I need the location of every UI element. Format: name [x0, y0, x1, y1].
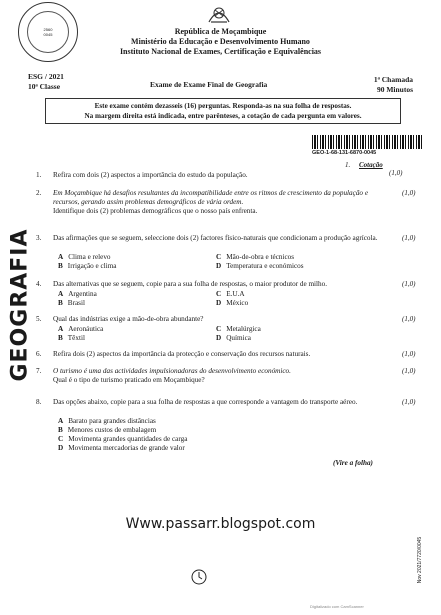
instructions-line-1: Este exame contém dezasseis (16) perguntas. Responda-as na sua folha de respostas.: [94, 102, 352, 110]
q5-option: [58, 325, 103, 333]
q7-number: 7.: [36, 367, 42, 375]
seal-code-top: 2560: [43, 27, 53, 32]
option-letter: D: [216, 334, 222, 342]
q8-option: [58, 417, 156, 425]
q5-score: (1,0): [402, 315, 416, 323]
q6-score: (1,0): [402, 350, 416, 358]
option-letter: D: [216, 262, 222, 270]
option-letter: C: [216, 253, 222, 261]
option-text: Movimenta grandes quantidades de carga: [68, 435, 188, 443]
option-text: Temperatura e económicos: [226, 262, 304, 270]
duration-label: 90 Minutos: [376, 85, 413, 94]
republic-emblem-icon: [206, 2, 232, 24]
turn-page-note: (Vire a folha): [333, 459, 373, 467]
seal-code-bottom: 0045: [43, 32, 53, 37]
option-text: Irrigação e clima: [67, 262, 117, 270]
q5-option: [216, 334, 251, 342]
q4-text: Das alternativas que se seguem, copie para a sua folha de respostas, o maior produtor de milho.: [53, 280, 328, 288]
option-letter: D: [58, 444, 64, 452]
option-letter: A: [58, 253, 64, 261]
cotacao-number: 1.: [345, 161, 351, 169]
cotacao-label: Cotação: [359, 161, 383, 169]
option-text: Brasil: [67, 299, 85, 307]
option-letter: A: [58, 325, 64, 333]
instructions-box: [45, 98, 401, 124]
q8-text: Das opções abaixo, copie para a sua folha de respostas a que corresponde a vantagem do transporte aéreo.: [53, 398, 358, 406]
q7-context: O turismo é uma das actividades impulsionadoras do desenvolvimento económico.: [53, 367, 291, 375]
option-text: Barato para grandes distâncias: [68, 417, 156, 425]
q6-text: Refira dois (2) aspectos da importância da protecção e conservação dos recursos naturais.: [53, 350, 311, 358]
q4-score: (1,0): [402, 280, 416, 288]
republic-title: República de Moçambique: [174, 27, 267, 36]
q7-block: [53, 367, 388, 385]
cotacao-q1-score: (1,0): [389, 169, 403, 177]
option-text: E.U.A: [226, 290, 245, 298]
option-letter: A: [58, 290, 64, 298]
q7-score: (1,0): [402, 367, 416, 375]
option-letter: B: [58, 262, 63, 270]
q5-option: [58, 334, 85, 342]
q7-text: Qual é o tipo de turismo praticado em Moçambique?: [53, 376, 205, 384]
option-text: Argentina: [68, 290, 97, 298]
q2-text: Identifique dois (2) problemas demográficos que o nosso país enfrenta.: [53, 207, 258, 215]
option-text: Movimenta mercadorias de grande valor: [68, 444, 185, 452]
q8-score: (1,0): [402, 398, 416, 406]
q2-context: Em Moçambique há desafios resultantes da incompatibilidade entre os ritmos de crescimento da população e recursos, gerando assim problemas demográficos de vária ordem.: [53, 189, 369, 206]
barcode: [312, 135, 422, 149]
subject-side-text: GEOGRAFIA: [7, 228, 33, 382]
q3-option: [58, 262, 116, 270]
q4-option: [216, 290, 245, 298]
print-code-text: Nov 2021/7720/0045: [417, 536, 423, 584]
q3-option: [216, 262, 304, 270]
q8-option: [58, 435, 187, 443]
instructions-line-2: Na margem direita está indicada, entre parênteses, a cotação de cada pergunta em valores.: [84, 112, 362, 120]
watermark-url: Www.passarr.blogspot.com: [125, 516, 316, 532]
q5-option: [216, 325, 261, 333]
option-letter: C: [216, 325, 222, 333]
chamada-label: 1ª Chamada: [373, 75, 413, 84]
scanner-watermark: Digitalizado com CamScanner: [310, 604, 364, 609]
option-text: Têxtil: [67, 334, 85, 342]
option-text: Clima e relevo: [68, 253, 111, 261]
option-letter: C: [216, 290, 222, 298]
ministry-title: Ministério da Educação e Desenvolvimento Humano: [131, 37, 310, 46]
q4-option: [58, 290, 97, 298]
q8-option: [58, 426, 156, 434]
q3-option: [58, 253, 111, 261]
option-text: México: [226, 299, 249, 307]
print-code: [414, 515, 426, 605]
option-letter: A: [58, 417, 64, 425]
q5-number: 5.: [36, 315, 42, 323]
option-text: Metalúrgica: [226, 325, 261, 333]
q1-number: 1.: [36, 171, 42, 179]
q2-number: 2.: [36, 189, 42, 197]
clock-icon: [191, 569, 207, 585]
cotacao-header: [345, 161, 383, 169]
option-text: Química: [226, 334, 251, 342]
option-letter: D: [216, 299, 222, 307]
q2-block: [53, 189, 388, 216]
class-level: 10ª Classe: [28, 82, 61, 91]
option-text: Menores custos de embalagem: [67, 426, 157, 434]
exam-title: Exame de Exame Final de Geografia: [150, 80, 268, 89]
q4-option: [216, 299, 248, 307]
q1-text: Refira com dois (2) aspectos a importância do estudo da população.: [53, 171, 248, 179]
q4-option: [58, 299, 85, 307]
q8-number: 8.: [36, 398, 42, 406]
q2-score: (1,0): [402, 189, 416, 197]
institute-title: Instituto Nacional de Exames, Certificação e Equivalências: [119, 47, 322, 56]
q3-option: [216, 253, 294, 261]
q6-number: 6.: [36, 350, 42, 358]
option-text: Aeronáutica: [68, 325, 104, 333]
q8-option: [58, 444, 185, 452]
option-letter: C: [58, 435, 64, 443]
subject-side-label: [5, 215, 35, 395]
barcode-text: GEO-1-68-131-6870-0045: [312, 150, 377, 156]
q3-number: 3.: [36, 234, 42, 242]
q3-text: Das afirmações que se seguem, seleccione dois (2) factores físico-naturais que condicionam a produção agrícola.: [53, 234, 378, 242]
esg-year: ESG / 2021: [28, 72, 64, 81]
option-letter: B: [58, 334, 63, 342]
q5-text: Qual das indústrias exige a mão-de-obra abundante?: [53, 315, 204, 323]
option-letter: B: [58, 426, 63, 434]
option-text: Mão-de-obra e técnicos: [226, 253, 295, 261]
q3-score: (1,0): [402, 234, 416, 242]
q4-number: 4.: [36, 280, 42, 288]
option-letter: B: [58, 299, 63, 307]
